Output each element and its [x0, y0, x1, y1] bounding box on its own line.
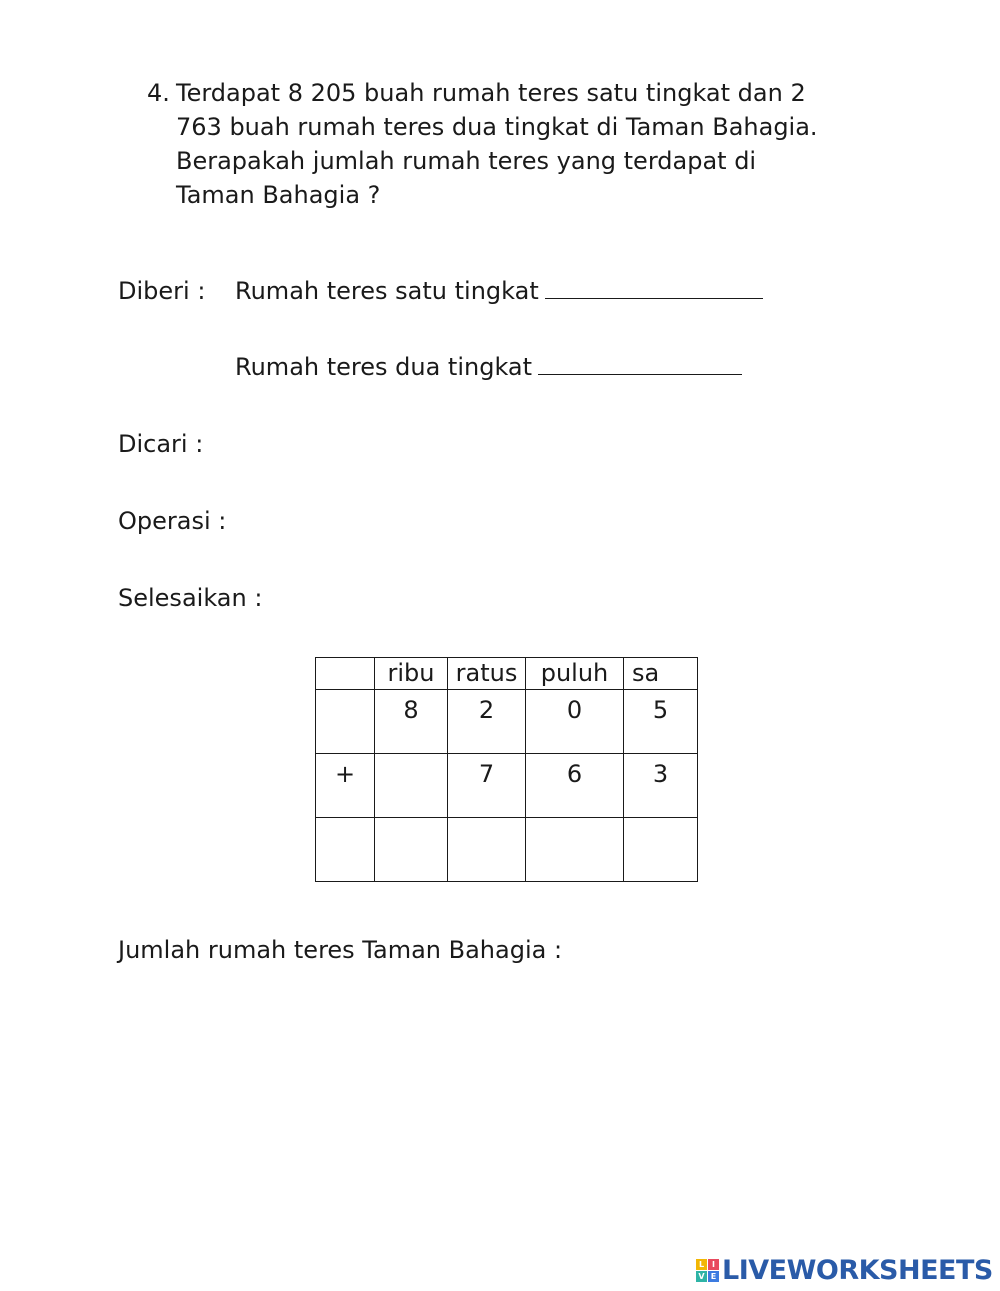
question-line: 763 buah rumah teres dua tingkat di Taman Bahagia. — [176, 113, 818, 141]
find-label: Dicari : — [118, 430, 204, 458]
header-cell: ribu — [375, 658, 448, 690]
answer-blank[interactable] — [538, 356, 742, 375]
question-line: Berapakah jumlah rumah teres yang terdapat di — [176, 147, 757, 175]
table-row — [316, 754, 698, 818]
given-item-label: Rumah teres satu tingkat — [235, 277, 539, 305]
given-row-1 — [235, 276, 763, 306]
given-item-label: Rumah teres dua tingkat — [235, 353, 533, 381]
question-line: Terdapat 8 205 buah rumah teres satu tingkat dan 2 — [176, 79, 806, 107]
logo-tile: L — [696, 1259, 707, 1270]
answer-cell[interactable] — [316, 818, 375, 882]
table-cell: 2 — [448, 690, 526, 754]
table-header-row — [316, 658, 698, 690]
table-cell: 8 — [375, 690, 448, 754]
logo-tile: I — [708, 1259, 719, 1270]
question-number: 4. — [147, 79, 170, 107]
header-cell: sa — [624, 658, 698, 690]
logo-tile: V — [696, 1271, 707, 1282]
answer-blank[interactable] — [545, 280, 763, 299]
header-cell: puluh — [526, 658, 624, 690]
answer-cell[interactable] — [375, 818, 448, 882]
table-cell: 0 — [526, 690, 624, 754]
liveworksheets-logo — [696, 1254, 993, 1286]
answer-row — [316, 818, 698, 882]
table-cell — [375, 754, 448, 818]
header-cell — [316, 658, 375, 690]
answer-label: Jumlah rumah teres Taman Bahagia : — [118, 936, 563, 964]
answer-cell[interactable] — [624, 818, 698, 882]
table-cell: 6 — [526, 754, 624, 818]
place-value-table — [315, 657, 698, 882]
logo-icon — [696, 1259, 719, 1282]
given-label: Diberi : — [118, 277, 206, 305]
logo-text: LIVEWORKSHEETS — [722, 1254, 993, 1286]
operation-label: Operasi : — [118, 507, 227, 535]
header-cell: ratus — [448, 658, 526, 690]
table-cell: + — [316, 754, 375, 818]
table-cell: 5 — [624, 690, 698, 754]
answer-cell[interactable] — [526, 818, 624, 882]
given-row-2 — [235, 352, 742, 382]
question-text — [176, 76, 876, 212]
answer-cell[interactable] — [448, 818, 526, 882]
table-cell — [316, 690, 375, 754]
table-cell: 3 — [624, 754, 698, 818]
logo-tile: E — [708, 1271, 719, 1282]
table-row — [316, 690, 698, 754]
table-cell: 7 — [448, 754, 526, 818]
question-line: Taman Bahagia ? — [176, 181, 381, 209]
solve-label: Selesaikan : — [118, 584, 263, 612]
